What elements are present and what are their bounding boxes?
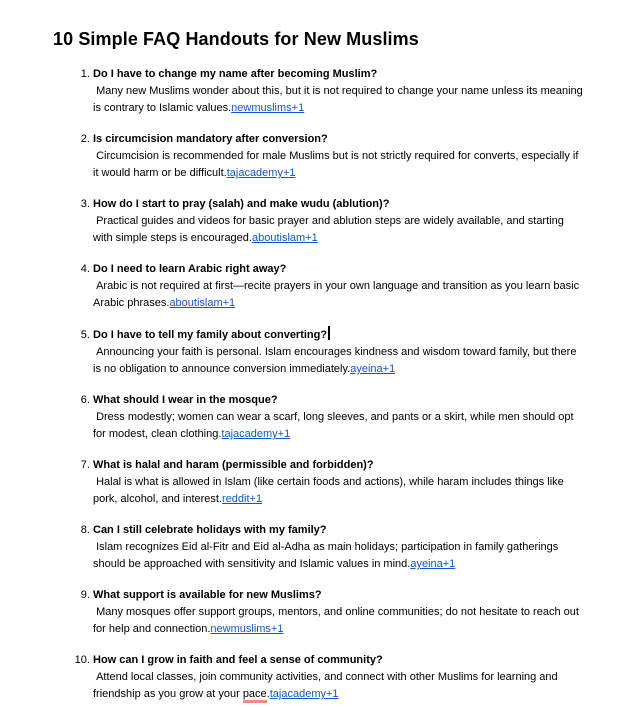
faq-answer: [93, 409, 583, 443]
faq-question: [93, 522, 583, 539]
citation-link[interactable]: newmuslims+1: [231, 102, 305, 114]
faq-item: [93, 66, 586, 117]
faq-answer-text: Announcing your faith is personal. Islam encourages kindness and wisdom toward family, but there is no obligation to announce conversion immediately.: [93, 346, 580, 375]
faq-item: [93, 587, 583, 638]
faq-question: [93, 457, 583, 474]
faq-answer: [93, 669, 583, 703]
citation-link[interactable]: aboutislam+1: [251, 232, 318, 244]
faq-item: [93, 457, 583, 508]
faq-item: [93, 261, 583, 312]
faq-question-text: What should I wear in the mosque?: [93, 394, 278, 406]
page-title: 10 Simple FAQ Handouts for New Muslims: [53, 29, 419, 49]
faq-question-text: Can I still celebrate holidays with my family?: [93, 524, 327, 536]
faq-item: [93, 522, 583, 573]
faq-answer-text: Halal is what is allowed in Islam (like certain foods and actions), while haram includes things like pork, alcohol, and interest.: [93, 476, 567, 505]
faq-answer: [93, 278, 583, 312]
faq-item: [93, 196, 583, 247]
faq-question: [93, 587, 583, 604]
faq-question: [93, 652, 583, 669]
faq-answer-text-tail: .: [266, 688, 270, 700]
faq-question: [93, 326, 583, 344]
faq-question-text: Do I have to tell my family about converting?: [93, 329, 328, 341]
faq-question: [93, 392, 583, 409]
citation-link[interactable]: aboutislam+1: [169, 297, 236, 309]
faq-answer-text: Many new Muslims wonder about this, but it is not required to change your name unless its meaning is contrary to Islamic values.: [93, 85, 586, 114]
faq-item: [93, 392, 583, 443]
faq-answer: [93, 474, 583, 508]
citation-link[interactable]: newmuslims+1: [210, 623, 284, 635]
faq-answer: [93, 604, 583, 638]
faq-question: [93, 66, 583, 83]
faq-item: [93, 131, 583, 182]
citation-link[interactable]: tajacademy+1: [269, 688, 339, 700]
citation-link[interactable]: reddit+1: [222, 493, 263, 505]
faq-question-text: What is halal and haram (permissible and forbidden)?: [93, 459, 374, 471]
faq-answer-text: Circumcision is recommended for male Muslims but is not strictly required for converts, especially if it would harm or be difficult.: [93, 150, 582, 179]
faq-answer: [93, 148, 583, 182]
faq-question: [93, 131, 583, 148]
faq-answer-text: Dress modestly; women can wear a scarf, long sleeves, and pants or a skirt, while men should opt for modest, clean clothing.: [93, 411, 577, 440]
faq-question-text: What support is available for new Muslims?: [93, 589, 322, 601]
citation-link[interactable]: ayeina+1: [350, 363, 396, 375]
citation-link[interactable]: tajacademy+1: [226, 167, 296, 179]
faq-question-text: How can I grow in faith and feel a sense of community?: [93, 654, 383, 666]
faq-answer-text: Many mosques offer support groups, mentors, and online communities; do not hesitate to reach out for help and connection.: [93, 606, 582, 635]
faq-question-text: Do I have to change my name after becoming Muslim?: [93, 68, 378, 80]
faq-list: [53, 66, 586, 703]
faq-answer: [93, 213, 583, 247]
faq-answer: [93, 539, 583, 573]
citation-link[interactable]: tajacademy+1: [221, 428, 291, 440]
faq-item: [93, 652, 583, 703]
faq-answer-text: Practical guides and videos for basic prayer and ablution steps are widely available, and starting with simple steps is encouraged.: [93, 215, 567, 244]
faq-answer-text: Islam recognizes Eid al-Fitr and Eid al-Adha as main holidays; participation in family gatherings should be approached with sensitivity and Islamic values in mind.: [93, 541, 562, 570]
text-cursor: [328, 326, 330, 340]
spellcheck-flagged-word[interactable]: pace: [243, 688, 267, 703]
faq-question-text: Is circumcision mandatory after conversion?: [93, 133, 328, 145]
faq-answer-text: Arabic is not required at first—recite prayers in your own language and transition as you learn basic Arabic phrases.: [93, 280, 582, 309]
faq-item: [93, 326, 583, 378]
faq-question: [93, 261, 583, 278]
faq-answer: [93, 83, 586, 117]
faq-question: [93, 196, 583, 213]
citation-link[interactable]: ayeina+1: [410, 558, 456, 570]
faq-answer-text: Attend local classes, join community activities, and connect with other Muslims for learning and friendship as you grow at your: [93, 671, 561, 700]
faq-question-text: Do I need to learn Arabic right away?: [93, 263, 287, 275]
faq-answer: [93, 344, 583, 378]
faq-question-text: How do I start to pray (salah) and make wudu (ablution)?: [93, 198, 390, 210]
